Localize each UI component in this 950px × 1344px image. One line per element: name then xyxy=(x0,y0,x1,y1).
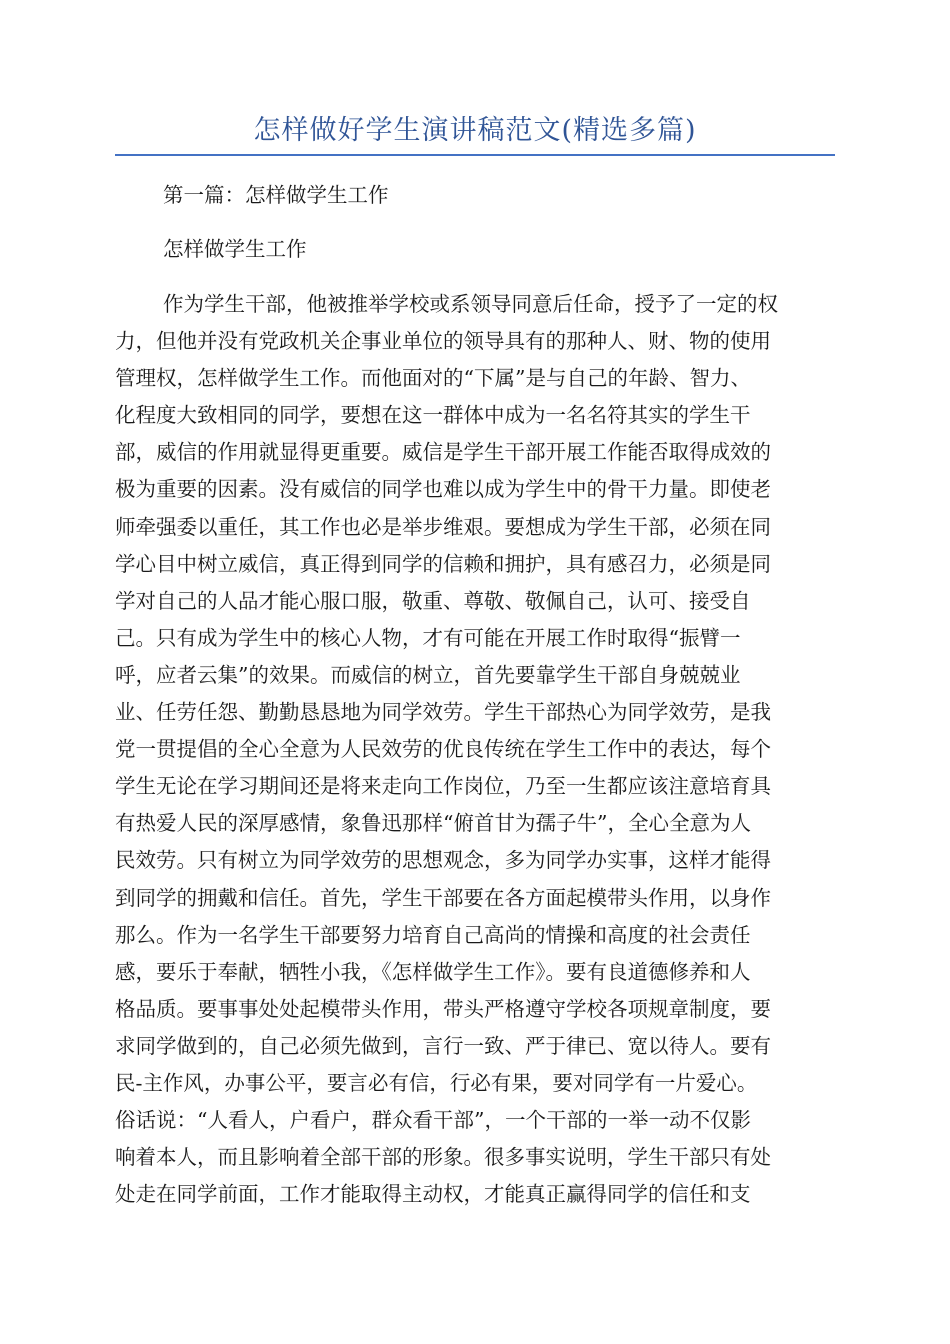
paragraph-line: 学心目中树立威信，真正得到同学的信赖和拥护，具有感召力，必须是同 xyxy=(115,551,771,576)
paragraph-line: 格品质。要事事处处起模带头作用，带头严格遵守学校各项规章制度，要 xyxy=(115,996,771,1021)
paragraph-line: 俗话说：“人看人，户看户，群众看干部”，一个干部的一举一动不仅影 xyxy=(115,1108,751,1133)
paragraph-line: 响着本人，而且影响着全部干部的形象。很多事实说明，学生干部只有处 xyxy=(115,1145,771,1170)
paragraph-line: 呼，应者云集”的效果。而威信的树立，首先要靠学生干部自身兢兢业 xyxy=(115,662,741,687)
body-paragraph xyxy=(115,286,835,1213)
section-heading: 第一篇：怎样做学生工作 xyxy=(163,183,389,207)
paragraph-line: 部，威信的作用就显得更重要。威信是学生干部开展工作能否取得成效的 xyxy=(115,440,771,465)
paragraph-line: 那么。作为一名学生干部要努力培育自己高尚的情操和高度的社会责任 xyxy=(115,922,751,947)
paragraph-line: 党一贯提倡的全心全意为人民效劳的优良传统在学生工作中的表达，每个 xyxy=(115,737,771,762)
paragraph-line: 有热爱人民的深厚感情，象鲁迅那样“俯首甘为孺子牛”，全心全意为人 xyxy=(115,811,751,836)
paragraph-line: 化程度大致相同的同学，要想在这一群体中成为一名名符其实的学生干 xyxy=(115,403,751,428)
paragraph-line: 力，但他并没有党政机关企事业单位的领导具有的那种人、财、物的使用 xyxy=(115,329,771,354)
paragraph-line: 业、任劳任怨、勤勤恳恳地为同学效劳。学生干部热心为同学效劳，是我 xyxy=(115,700,771,725)
title-underline-divider xyxy=(115,154,835,156)
paragraph-line: 处走在同学前面，工作才能取得主动权，才能真正赢得同学的信任和支 xyxy=(115,1182,751,1207)
document-title: 怎样做好学生演讲稿范文(精选多篇) xyxy=(253,115,697,146)
paragraph-line: 作为学生干部，他被推举学校或系领导同意后任命，授予了一定的权 xyxy=(163,292,778,316)
paragraph-line: 师牵强委以重任，其工作也必是举步维艰。要想成为学生干部，必须在同 xyxy=(115,514,771,539)
paragraph-line: 到同学的拥戴和信任。首先，学生干部要在各方面起模带头作用，以身作 xyxy=(115,885,771,910)
paragraph-line: 己。只有成为学生中的核心人物，才有可能在开展工作时取得“振臂一 xyxy=(115,625,741,650)
sub-heading: 怎样做学生工作 xyxy=(163,237,307,261)
paragraph-line: 感，要乐于奉献，牺牲小我，《怎样做学生工作》。要有良道德修养和人 xyxy=(115,959,751,984)
paragraph-line: 求同学做到的，自己必须先做到，言行一致、严于律已、宽以待人。要有 xyxy=(115,1033,771,1058)
paragraph-line: 学对自己的人品才能心服口服，敬重、尊敬、敬佩自己，认可、接受自 xyxy=(115,588,751,613)
paragraph-line: 极为重要的因素。没有威信的同学也难以成为学生中的骨干力量。即使老 xyxy=(115,477,771,502)
paragraph-line: 学生无论在学习期间还是将来走向工作岗位，乃至一生都应该注意培育具 xyxy=(115,774,771,799)
paragraph-line: 民-主作风，办事公平，要言必有信，行必有果，要对同学有一片爱心。 xyxy=(115,1070,758,1095)
paragraph-line: 民效劳。只有树立为同学效劳的思想观念，多为同学办实事，这样才能得 xyxy=(115,848,771,873)
paragraph-line: 管理权，怎样做学生工作。而他面对的“下属”是与自己的年龄、智力、 xyxy=(115,366,751,391)
